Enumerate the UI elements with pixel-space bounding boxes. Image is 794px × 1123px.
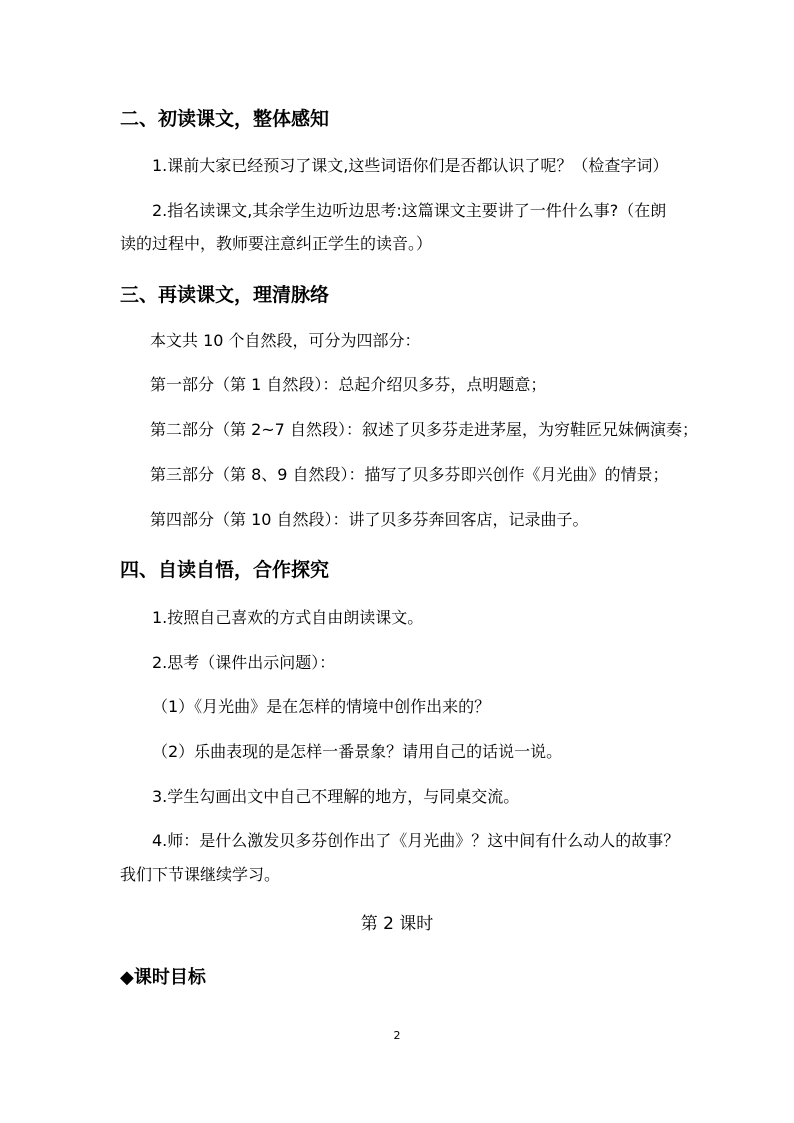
part-item-4: 第四部分（第 10 自然段）：讲了贝多芬奔回客店，记录曲子。	[150, 510, 589, 529]
paragraph-item: 1.按照自己喜欢的方式自由朗读课文。	[152, 608, 424, 627]
question-item-1: （1）《月光曲》是在怎样的情境中创作出来的？	[152, 697, 491, 716]
lesson-title: 第 2 课时	[360, 914, 434, 934]
page-number: 2	[393, 1029, 401, 1042]
section-heading-4: 四、自读自悟，合作探究	[120, 559, 330, 581]
objective-heading: ◆课时目标	[120, 967, 206, 988]
section-heading-3: 三、再读课文，理清脉络	[120, 284, 330, 306]
part-item-3: 第三部分（第 8、9 自然段）：描写了贝多芬即兴创作《月光曲》的情景；	[150, 465, 669, 484]
part-item-1: 第一部分（第 1 自然段）：总起介绍贝多芬，点明题意；	[150, 375, 547, 394]
paragraph-item: 2.思考（课件出示问题）：	[152, 653, 336, 672]
paragraph-continuation: 读的过程中，教师要注意纠正学生的读音。）	[120, 234, 433, 253]
part-item-2: 第二部分（第 2~7 自然段）：叙述了贝多芬走进茅屋，为穷鞋匠兄妹俩演奏；	[150, 420, 698, 439]
question-item-2: （2）乐曲表现的是怎样一番景象？请用自己的话说一说。	[152, 742, 563, 761]
paragraph-item: 2.指名读课文,其余学生边听边思考:这篇课文主要讲了一件什么事?（在朗	[152, 201, 667, 220]
section-heading-2: 二、初读课文，整体感知	[120, 108, 330, 130]
paragraph-intro: 本文共 10 个自然段，可分为四部分：	[150, 331, 421, 350]
paragraph-item: 3.学生勾画出文中自己不理解的地方，与同桌交流。	[152, 787, 520, 806]
paragraph-item: 4.师：是什么激发贝多芬创作出了《月光曲》？这中间有什么动人的故事？	[152, 831, 680, 850]
paragraph-item: 1.课前大家已经预习了课文,这些词语你们是否都认识了呢？（检查字词）	[152, 156, 669, 175]
paragraph-continuation: 我们下节课继续学习。	[120, 865, 281, 884]
